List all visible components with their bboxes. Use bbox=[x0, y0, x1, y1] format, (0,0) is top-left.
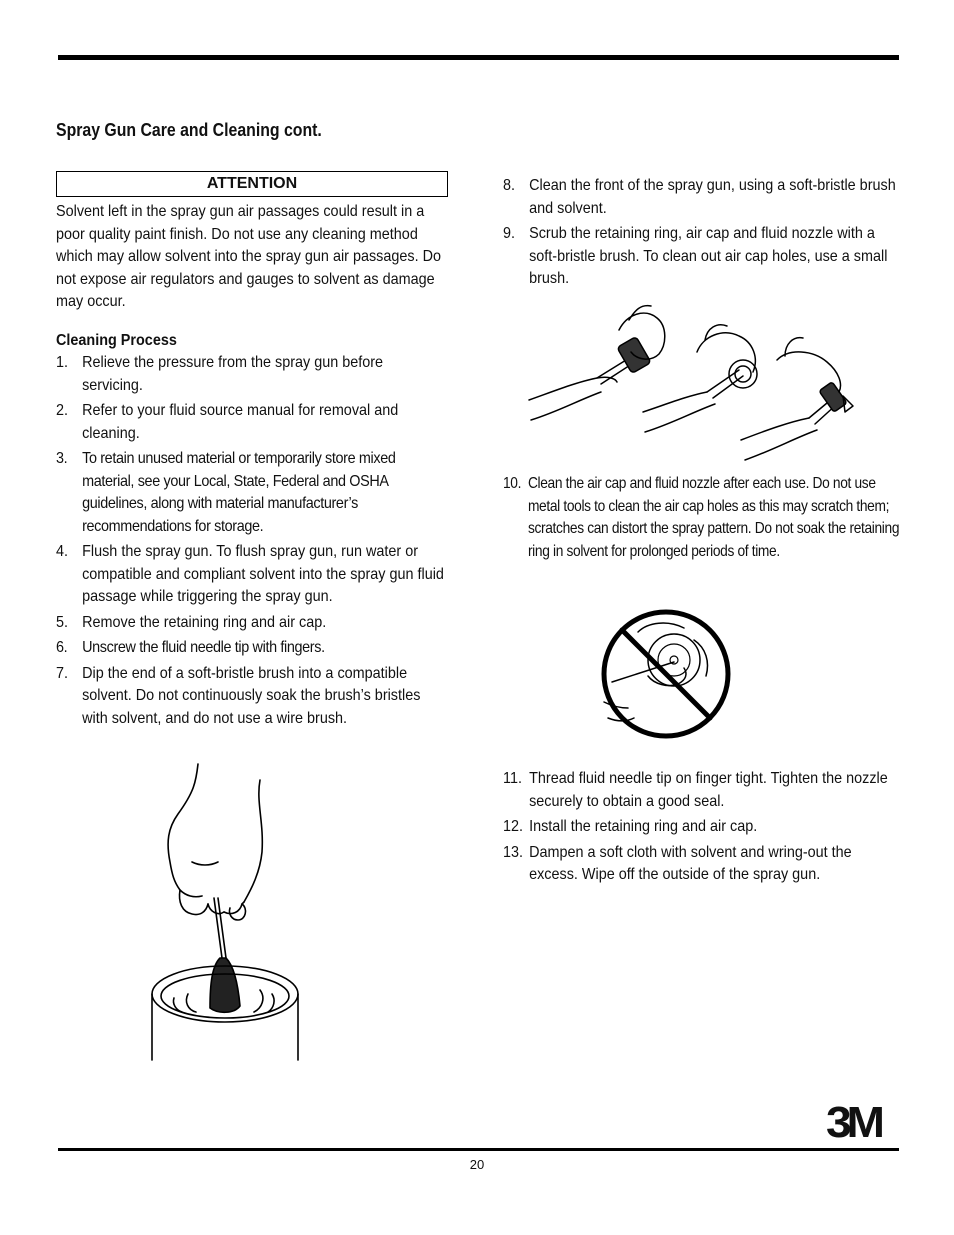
brand-logo: 3M bbox=[826, 1098, 880, 1147]
step-text: Remove the retaining ring and air cap. bbox=[82, 613, 327, 631]
step-text: Thread fluid needle tip on finger tight. Tighten the nozzle securely to obtain a good seal. bbox=[529, 770, 888, 810]
attention-text: Solvent left in the spray gun air passages could result in a poor quality paint finish. Do not use any cleaning method which may allow solvent into the spray gun air passages. Do not expose air regulators and gauges to solvent as damage may occur. bbox=[56, 203, 442, 310]
page-number: 20 bbox=[469, 1157, 485, 1172]
steps-11-13-block bbox=[503, 768, 903, 890]
no-metal-tools-illustration bbox=[598, 606, 734, 742]
step-number: 4. bbox=[56, 543, 69, 560]
step-text: Clean the air cap and fluid nozzle after each use. Do not use metal tools to clean the air cap holes as this may scratch them; scratches can distort the spray pattern. Do not soak the retaining ring in solvent for prolonged periods of time. bbox=[527, 475, 900, 560]
right-column bbox=[503, 175, 903, 294]
step-text: Clean the front of the spray gun, using a soft-bristle brush and solvent. bbox=[529, 177, 896, 217]
header-rule bbox=[58, 55, 899, 60]
list-item bbox=[56, 612, 448, 635]
steps-right-list-a bbox=[503, 175, 903, 291]
step-number: 12. bbox=[503, 818, 524, 835]
list-item bbox=[56, 448, 448, 538]
step-text: To retain unused material or temporarily store mixed material, see your Local, State, Federal and OSHA guidelines, along with material manufacturer’s recommendations for storage. bbox=[82, 450, 396, 535]
step-number: 6. bbox=[56, 639, 68, 656]
step-text: Refer to your fluid source manual for removal and cleaning. bbox=[82, 402, 399, 442]
step-number: 8. bbox=[503, 177, 516, 194]
step-text: Relieve the pressure from the spray gun before servicing. bbox=[82, 354, 384, 394]
step-number: 13. bbox=[503, 843, 524, 861]
steps-left-list bbox=[56, 352, 448, 730]
list-item bbox=[503, 223, 903, 291]
brush-dip-illustration bbox=[148, 762, 303, 1064]
step-10-body bbox=[503, 473, 902, 563]
step-text: Dampen a soft cloth with solvent and wring-out the excess. Wipe off the outside of the spray gun. bbox=[529, 843, 852, 883]
steps-right-list-b bbox=[503, 473, 902, 563]
step-text: Dip the end of a soft-bristle brush into a compatible solvent. Do not continuously soak the brush’s bristles with solvent, and do not use a wire brush. bbox=[82, 664, 421, 727]
step-text: Install the retaining ring and air cap. bbox=[529, 818, 758, 835]
list-item bbox=[56, 400, 448, 445]
attention-box bbox=[56, 171, 448, 197]
list-item bbox=[503, 842, 903, 887]
step-number: 2. bbox=[56, 402, 69, 419]
step-number: 7. bbox=[56, 664, 69, 682]
list-item bbox=[56, 352, 448, 397]
step-10-block bbox=[503, 473, 903, 566]
step-number: 3. bbox=[56, 450, 68, 467]
right-column-top bbox=[503, 175, 903, 291]
left-column-body bbox=[56, 201, 448, 730]
attention-label: ATTENTION bbox=[206, 174, 298, 192]
step-text: Unscrew the fluid needle tip with fingers. bbox=[82, 639, 325, 656]
footer-rule bbox=[58, 1148, 899, 1151]
step-text: Flush the spray gun. To flush spray gun, run water or compatible and compliant solvent into the spray gun fluid passage while triggering the spray gun. bbox=[82, 543, 444, 605]
step-number: 11. bbox=[503, 770, 522, 787]
step-number: 5. bbox=[56, 613, 69, 631]
list-item bbox=[503, 816, 903, 839]
step-number: 9. bbox=[503, 225, 516, 242]
list-item bbox=[56, 541, 448, 609]
cleaning-process-heading: Cleaning Process bbox=[56, 331, 177, 349]
step-text: Scrub the retaining ring, air cap and fluid nozzle with a soft-bristle brush. To clean out air cap holes, use a small brush. bbox=[529, 225, 888, 287]
list-item bbox=[56, 663, 448, 731]
steps-right-list-c bbox=[503, 768, 903, 887]
list-item bbox=[503, 175, 903, 220]
section-title: Spray Gun Care and Cleaning cont. bbox=[56, 120, 322, 140]
step-number: 1. bbox=[56, 354, 69, 371]
step-number: 10. bbox=[503, 475, 522, 492]
scrub-parts-illustration bbox=[527, 300, 867, 465]
list-item bbox=[56, 637, 448, 660]
left-column bbox=[56, 171, 448, 733]
steps-11-13-body bbox=[503, 768, 903, 887]
list-item bbox=[503, 473, 902, 563]
list-item bbox=[503, 768, 903, 813]
